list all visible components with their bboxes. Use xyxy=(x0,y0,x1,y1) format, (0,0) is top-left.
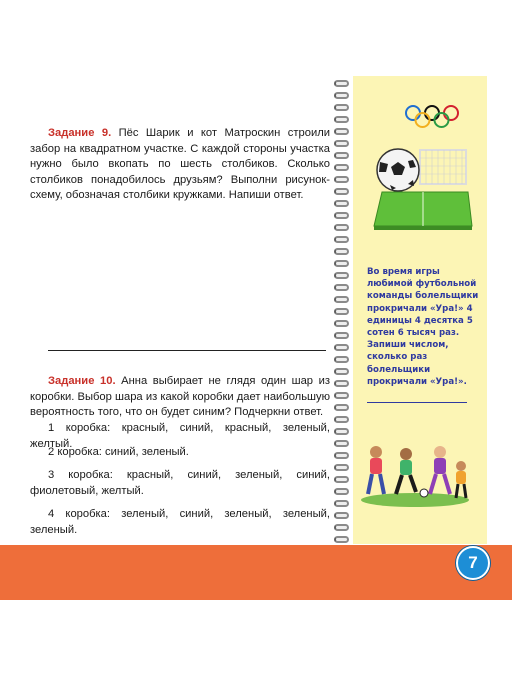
spiral-ring xyxy=(334,512,349,519)
task-9-text: Пёс Шарик и кот Матроскин строили забор на квадратном участке. С каждой стороны участка нужно было вкопать по шесть столбиков. Сколько столбиков понадобилось друзьям? Выполни рисунок-схему, обозначая столбики кружками. Напиши ответ. xyxy=(30,127,330,202)
spiral-ring xyxy=(334,116,349,123)
page-number-badge: 7 xyxy=(456,546,490,580)
spiral-ring xyxy=(334,524,349,531)
task-10-label: Задание 10. xyxy=(48,375,116,387)
spiral-ring xyxy=(334,332,349,339)
player-left xyxy=(368,446,384,494)
football-field-icon xyxy=(368,140,476,232)
spiral-ring xyxy=(334,236,349,243)
player-far-right xyxy=(456,461,466,498)
spiral-ring xyxy=(334,260,349,267)
side-answer-line[interactable] xyxy=(367,402,467,403)
spiral-ring xyxy=(334,200,349,207)
spiral-ring xyxy=(334,536,349,543)
spiral-ring xyxy=(334,284,349,291)
spiral-ring xyxy=(334,248,349,255)
spiral-ring xyxy=(334,224,349,231)
task-9-paragraph xyxy=(30,126,330,204)
task-9-label: Задание 9. xyxy=(48,127,112,139)
answer-line[interactable] xyxy=(48,350,326,351)
footer-band xyxy=(0,545,512,600)
spiral-ring xyxy=(334,416,349,423)
spiral-ring xyxy=(334,320,349,327)
spiral-ring xyxy=(334,308,349,315)
spiral-ring xyxy=(334,368,349,375)
spiral-ring xyxy=(334,176,349,183)
spiral-ring xyxy=(334,104,349,111)
spiral-ring xyxy=(334,92,349,99)
task-10-paragraph xyxy=(30,374,330,421)
spiral-ring xyxy=(334,500,349,507)
side-problem-text: Во время игры любимой футбольной команды болельщики прокричали «Ура!» 4 единицы 4 десятка 5 сотен 6 тысяч раз. Запиши числом, сколько раз болельщики прокричали «Ура!». xyxy=(367,267,479,387)
task-9 xyxy=(30,126,330,204)
spiral-binding xyxy=(331,80,353,550)
spiral-ring xyxy=(334,188,349,195)
spiral-ring xyxy=(334,440,349,447)
spiral-ring xyxy=(334,488,349,495)
spiral-ring xyxy=(334,392,349,399)
spiral-ring xyxy=(334,344,349,351)
box-option-4[interactable]: 4 коробка: зеленый, синий, зеленый, зеленый, зеленый. xyxy=(30,508,330,536)
spiral-ring xyxy=(334,464,349,471)
box-option-1[interactable]: 1 коробка: красный, синий, красный, зеленый, желтый. xyxy=(30,422,330,450)
spiral-ring xyxy=(334,140,349,147)
spiral-ring xyxy=(334,128,349,135)
spiral-ring xyxy=(334,452,349,459)
spiral-ring xyxy=(334,164,349,171)
spiral-ring xyxy=(334,152,349,159)
spiral-ring xyxy=(334,296,349,303)
player-right-girl xyxy=(430,446,450,494)
box-option-2[interactable]: 2 коробка: синий, зеленый. xyxy=(48,446,189,458)
task-10-text: Анна выбирает не глядя один шар из коробки. Выбор шара из какой коробки дает наибольшую вероятность того, что он будет синим? Подчеркни ответ. xyxy=(30,375,330,419)
spiral-ring xyxy=(334,476,349,483)
spiral-ring xyxy=(334,272,349,279)
task-10 xyxy=(30,374,330,421)
kids-playing-football-illustration xyxy=(358,438,472,508)
spiral-ring xyxy=(334,380,349,387)
spiral-ring xyxy=(334,80,349,87)
spiral-ring xyxy=(334,356,349,363)
player-middle xyxy=(396,448,416,494)
box-option-3[interactable]: 3 коробка: красный, синий, зеленый, синий, фиолетовый, желтый. xyxy=(30,469,330,497)
spiral-ring xyxy=(334,428,349,435)
spiral-ring xyxy=(334,404,349,411)
olympic-rings-icon xyxy=(404,104,460,130)
spiral-ring xyxy=(334,212,349,219)
